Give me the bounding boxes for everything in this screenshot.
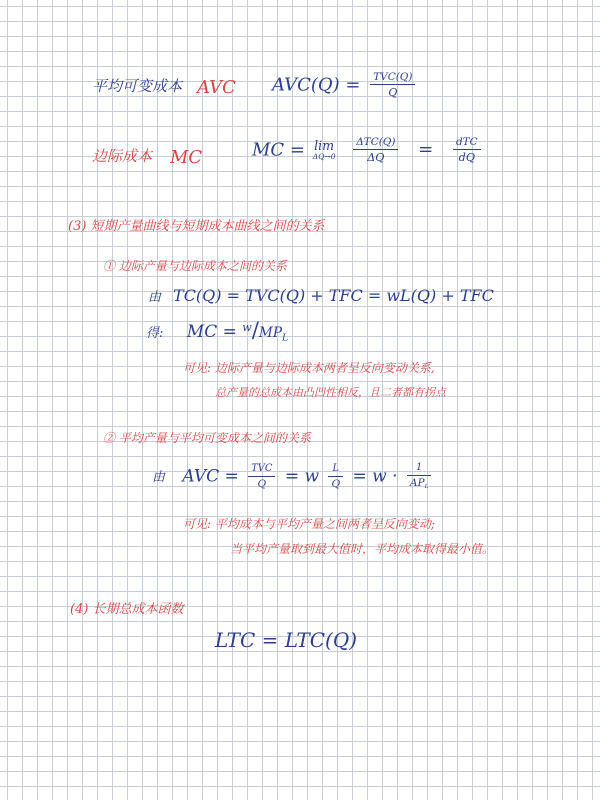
mc-mp-slash: / bbox=[251, 318, 259, 343]
mc-fraction-2 bbox=[453, 137, 481, 164]
mc-abbr: MC bbox=[170, 147, 203, 168]
get-label: 得: bbox=[146, 326, 164, 341]
tc-equation bbox=[148, 288, 494, 304]
avc-abbr: AVC bbox=[197, 77, 236, 98]
avc-ap-eq-w: = w bbox=[284, 466, 320, 487]
avc-formula bbox=[272, 72, 419, 99]
section-4-heading: (4) 长期总成本函数 bbox=[70, 602, 184, 617]
mc-denominator-1: ΔQ bbox=[367, 151, 385, 165]
subsection-2-title: ② 平均产量与平均可变成本之间的关系 bbox=[103, 431, 311, 445]
avc-ap-fraction-2 bbox=[328, 464, 343, 489]
avc-numerator: TVC(Q) bbox=[373, 71, 413, 83]
avc-ap-fraction-1 bbox=[248, 464, 275, 489]
subsection-1-note-2: 总产量的总成本由凸凹性相反，且二者都有拐点 bbox=[215, 386, 446, 399]
avc-ap-num-1: TVC bbox=[251, 463, 273, 475]
mc-fraction-1 bbox=[353, 137, 398, 164]
mc-mp-mp: MP bbox=[258, 325, 282, 341]
avc-label: 平均可变成本 bbox=[92, 77, 183, 95]
mc-numerator-2: dTC bbox=[456, 136, 478, 148]
mc-denominator-2: dQ bbox=[458, 151, 475, 165]
mc-limit bbox=[313, 140, 336, 160]
mc-mp-equation bbox=[146, 320, 288, 343]
mc-equals: = bbox=[418, 139, 434, 161]
mc-label: 边际成本 bbox=[92, 147, 153, 165]
avc-ap-fraction-3 bbox=[407, 463, 432, 491]
mc-lim-sub: ΔQ→0 bbox=[312, 151, 336, 161]
mc-mp-w: w bbox=[242, 320, 252, 334]
mc-numerator-1: ΔTC(Q) bbox=[356, 136, 396, 148]
section-3-heading: (3) 短期产量曲线与短期成本曲线之间的关系 bbox=[68, 219, 325, 234]
mc-mp-lhs: MC = bbox=[186, 322, 237, 342]
avc-ap-den-3 bbox=[407, 476, 432, 491]
ltc-formula: LTC = LTC(Q) bbox=[215, 628, 358, 652]
avc-fraction bbox=[370, 72, 415, 99]
mc-mp-sub: L bbox=[281, 332, 289, 344]
avc-ap-den-3-main: AP bbox=[409, 476, 425, 489]
avc-ap-num-2: L bbox=[332, 463, 340, 475]
tc-from: 由 bbox=[148, 290, 162, 305]
mc-formula bbox=[252, 137, 485, 164]
avc-ap-num-3: 1 bbox=[416, 462, 423, 473]
mc-lim-text: lim bbox=[314, 138, 335, 154]
avc-ap-den-1: Q bbox=[257, 477, 267, 490]
avc-ap-den-2: Q bbox=[331, 477, 341, 490]
avc-ap-from: 由 bbox=[152, 470, 166, 486]
avc-ap-lhs: AVC = bbox=[182, 466, 239, 487]
tc-equation-text: TC(Q) = TVC(Q) + TFC = wL(Q) + TFC bbox=[173, 286, 494, 305]
avc-denominator: Q bbox=[388, 86, 398, 100]
subsection-1-title: ① 边际产量与边际成本之间的关系 bbox=[103, 259, 287, 273]
avc-lhs: AVC(Q) = bbox=[272, 74, 361, 96]
mc-lhs: MC = bbox=[252, 139, 306, 161]
subsection-1-note-1: 可见: 边际产量与边际成本两者呈反向变动关系, bbox=[183, 361, 435, 375]
avc-ap-eq-w2: = w · bbox=[352, 466, 398, 487]
avc-ap-equation bbox=[152, 463, 435, 491]
avc-ap-den-3-sub: L bbox=[424, 483, 429, 490]
subsection-2-note-2: 当平均产量取到最大值时，平均成本取得最小值。 bbox=[230, 542, 495, 556]
subsection-2-note-1: 可见: 平均成本与平均产量之间两者呈反向变动; bbox=[183, 517, 435, 531]
